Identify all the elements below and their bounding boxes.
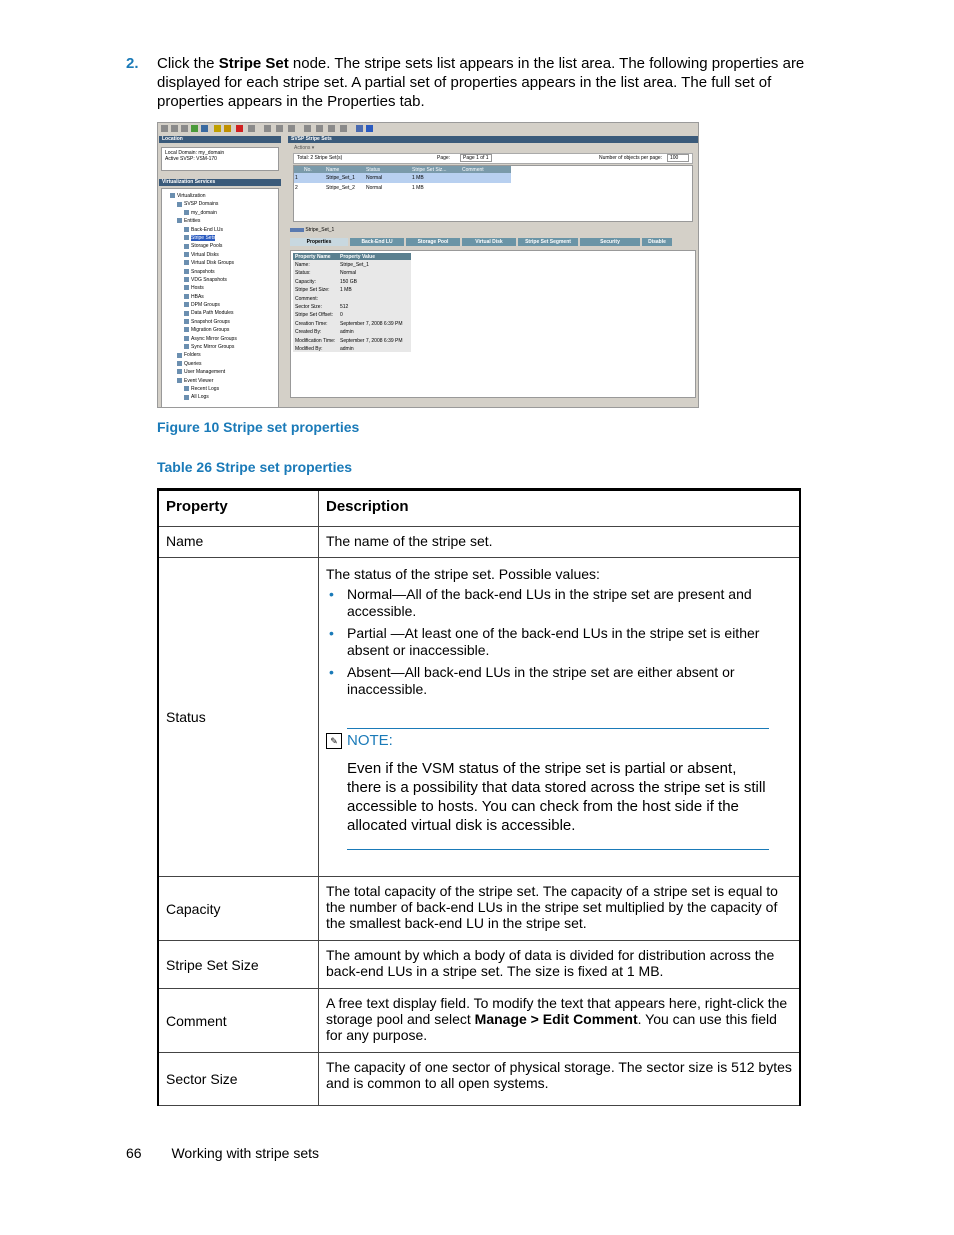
toolbar-icon — [340, 125, 347, 132]
table-row: Name The name of the stripe set. — [158, 527, 800, 558]
tree-item[interactable]: VDG Snapshots — [164, 276, 276, 284]
toolbar-icon — [328, 125, 335, 132]
column-header[interactable]: Status — [366, 167, 381, 173]
list-item: • Partial —At least one of the back-end LUs in the stripe set is either absent or inaccessible. — [329, 625, 760, 658]
toolbar-icon — [264, 125, 271, 132]
tree-item[interactable]: User Management — [164, 368, 276, 376]
toolbar-icon — [181, 125, 188, 132]
column-header[interactable]: Stripe Set Siz... — [412, 167, 447, 173]
toolbar-icon — [201, 125, 208, 132]
property-row: Created By: admin — [295, 329, 354, 336]
header-description: Description — [319, 490, 801, 527]
right-pane — [288, 136, 698, 406]
table-row: Sector Size The capacity of one sector of physical storage. The sector size is 512 bytes and is common to all open systems. — [158, 1053, 800, 1106]
tree-item[interactable]: Sync Mirror Groups — [164, 343, 276, 351]
tree-item[interactable]: Snapshot Groups — [164, 318, 276, 326]
location-box: Local Domain: my_domain Active SVSP: VSM-170 — [161, 147, 279, 171]
tree-item[interactable]: Recent Logs — [164, 385, 276, 393]
tree-node-icon — [184, 302, 189, 307]
stripe-set-properties-table — [157, 488, 801, 1106]
left-pane — [159, 136, 281, 406]
property-row: Name: Stripe_Set_1 — [295, 262, 369, 268]
location-header: Location — [159, 136, 281, 143]
tree-item[interactable]: Queries — [164, 360, 276, 368]
virt-services-header: Virtualization Services — [159, 179, 281, 186]
toolbar-icon — [171, 125, 178, 132]
tree-item[interactable]: DPM Groups — [164, 301, 276, 309]
step-text: Click the Stripe Set node. The stripe sets list appears in the list area. The following properties are displayed for each stripe set. A partial set of properties appears in the list area. The full set of properties appears in the Properties tab. — [157, 55, 805, 110]
stripe-set-screenshot — [157, 122, 699, 408]
list-toolbar: Total: 2 Stripe Set(s) Page: Page 1 of 1 Number of objects per page: 100 — [293, 153, 693, 164]
tree-node-icon — [177, 218, 182, 223]
property-row: Modification Time: September 7, 2008 6:39 PM — [295, 337, 403, 344]
tree-item[interactable]: Hosts — [164, 284, 276, 292]
tree-node-icon — [184, 319, 189, 324]
tree-item[interactable]: Data Path Modules — [164, 309, 276, 317]
tree-node-icon — [184, 336, 189, 341]
column-header[interactable]: No. — [304, 167, 312, 173]
step-number: 2. — [126, 55, 139, 72]
property-row: Stripe Set Size: 1 MB — [295, 287, 352, 294]
stripe-set-icon — [290, 228, 304, 232]
tree-node-icon — [184, 344, 189, 349]
tree-item[interactable]: Migration Groups — [164, 326, 276, 334]
tab-storage-pool[interactable]: Storage Pool — [406, 238, 460, 246]
delete-icon — [236, 125, 243, 132]
stripe-set-node-label: Stripe Set — [218, 55, 289, 72]
tree-item[interactable]: Snapshots — [164, 268, 276, 276]
tree-node-icon — [177, 202, 182, 207]
tree-node-icon — [184, 395, 189, 400]
tree-node-icon — [184, 277, 189, 282]
tree-node-icon — [184, 210, 189, 215]
tree-node-icon — [184, 244, 189, 249]
tree-item[interactable]: Storage Pools — [164, 242, 276, 250]
tree-node-icon — [184, 294, 189, 299]
status-values-list — [326, 586, 792, 698]
tree-node-icon — [184, 252, 189, 257]
tree-item[interactable]: SVSP Domains — [164, 200, 276, 208]
info-icon — [366, 125, 373, 132]
objects-per-page-select[interactable]: 100 — [667, 154, 689, 162]
page-number: 66 — [126, 1145, 142, 1161]
tree-node-icon — [184, 260, 189, 265]
list-item: • Normal—All of the back-end LUs in the stripe set are present and accessible. — [329, 586, 752, 619]
figure-caption: Figure 10 Stripe set properties — [157, 419, 360, 435]
tree-node-icon — [184, 269, 189, 274]
property-row: Stripe Set Offset: 0 — [295, 312, 343, 319]
tree-item[interactable]: Folders — [164, 351, 276, 359]
property-row: Sector Size: 512 — [295, 303, 349, 310]
tree-node-icon — [170, 193, 175, 198]
header-property: Property — [158, 490, 319, 527]
tab-security[interactable]: Security — [580, 238, 640, 246]
table-row[interactable]: 2 Stripe_Set_2 Normal 1 MB — [295, 185, 424, 191]
toolbar-icon — [304, 125, 311, 132]
property-row: Creation Time: September 7, 2008 6:39 PM — [295, 320, 403, 327]
tree-node-icon — [177, 369, 182, 374]
tree-node-icon — [184, 386, 189, 391]
table-header-row — [158, 490, 800, 527]
toolbar-icon — [161, 125, 168, 132]
tree-item[interactable]: Virtual Disks — [164, 251, 276, 259]
tab-stripe-set-segment[interactable]: Stripe Set Segment — [518, 238, 578, 246]
stripe-sets-list — [293, 165, 693, 222]
note-icon: ✎ — [326, 733, 342, 749]
tree-node-icon — [177, 378, 182, 383]
tree-item[interactable]: Back-End LUs — [164, 226, 276, 234]
page-footer — [126, 1145, 345, 1161]
tab-disable[interactable]: Disable — [642, 238, 672, 246]
toolbar-icon — [214, 125, 221, 132]
tree-node-icon — [177, 361, 182, 366]
actions-menu[interactable]: Actions ▾ — [294, 145, 315, 151]
properties-panel: Property Name Property Value Name: Stripe_Set_1 Status: Normal Capacity: 150 GB Stripe Set Size: 1 MB Comment: Sector Size: 512 Stripe Set Offset: 0 Creation Time: September 7, 2008 6:39 PM Created By: admin Modification Time: September 7, 2008 6:39 PM Modified By: admin — [290, 250, 696, 398]
table-row[interactable]: 1 Stripe_Set_1 Normal 1 MB — [294, 173, 511, 183]
toolbar-icon — [248, 125, 255, 132]
list-item: • Absent—All back-end LUs in the stripe set are either absent or inaccessible. — [329, 664, 735, 697]
toolbar-icon — [316, 125, 323, 132]
tree-item[interactable]: Entities — [164, 217, 276, 225]
toolbar-icon — [276, 125, 283, 132]
detail-title: Stripe_Set_1 — [288, 227, 698, 235]
note-box: ✎ NOTE: Even if the VSM status of the stripe set is partial or absent, there is a possibility that data stored across the stripe set is still accessible to hosts. You can check from the host side if the allocated virtual disk is accessible. — [326, 728, 772, 850]
toolbar-icon — [224, 125, 231, 132]
list-header: SVSP Stripe Sets — [288, 136, 698, 143]
tab-properties[interactable]: Properties — [290, 238, 348, 246]
toolbar-icon — [191, 125, 198, 132]
table-row: Status The status of the stripe set. Possible values: • Normal—All of the back-end LUs in the stripe set are present and accessible. • Partial —At least one of the back-end LUs in the stripe set is either absent or inaccessible. • Absent—All back-end LUs in the stripe set are either absent or inaccessible. ✎ NOTE: Even if the VSM status of the stripe set is partial or absent, there is a possibility that data stored across the stripe set is still accessible to hosts. You can check from the host side if the allocated virtual disk is accessible. — [158, 558, 800, 877]
tree-item[interactable]: Async Mirror Groups — [164, 335, 276, 343]
tree-node-icon — [177, 353, 182, 358]
property-row: Status: Normal — [295, 270, 357, 277]
table-row: Stripe Set Size The amount by which a body of data is divided for distribution across the back-end LUs in a stripe set. The size is fixed at 1 MB. — [158, 941, 800, 989]
tree-node-icon — [184, 327, 189, 332]
help-icon — [356, 125, 363, 132]
page-select[interactable]: Page 1 of 1 — [460, 154, 492, 162]
tree-item[interactable]: my_domain — [164, 209, 276, 217]
tab-back-end-lu[interactable]: Back-End LU — [350, 238, 404, 246]
property-row: Comment: — [295, 295, 319, 302]
tree-item[interactable]: All Logs — [164, 393, 276, 401]
tree-node-icon — [184, 285, 189, 290]
property-row: Modified By: admin — [295, 345, 354, 352]
tree-node-icon — [184, 311, 189, 316]
table-row: Capacity The total capacity of the stripe set. The capacity of a stripe set is equal to the number of back-end LUs in the stripe set multiplied by the capacity of the smallest back-end LU in the stripe set. — [158, 877, 800, 941]
table-row: Comment A free text display field. To modify the text that appears here, right-click the storage pool and select Manage > Edit Comment. You can use this field for any purpose. — [158, 989, 800, 1053]
toolbar-icon — [288, 125, 295, 132]
tree-item[interactable]: HBAs — [164, 293, 276, 301]
column-header[interactable]: Name — [326, 167, 340, 173]
tab-bar — [290, 238, 696, 247]
footer-section: Working with stripe sets — [171, 1145, 320, 1161]
tree-item[interactable]: Event Viewer — [164, 377, 276, 385]
property-row: Capacity: 150 GB — [295, 278, 357, 285]
tree-node-icon — [184, 227, 189, 232]
tree-item[interactable]: Virtualization — [164, 192, 276, 200]
nav-tree[interactable] — [161, 188, 279, 408]
toolbar — [158, 123, 698, 135]
tree-item[interactable]: Stripe Sets — [164, 234, 276, 242]
tree-item[interactable]: Virtual Disk Groups — [164, 259, 276, 267]
table-caption: Table 26 Stripe set properties — [157, 459, 353, 475]
tree-node-icon — [184, 235, 189, 240]
column-header[interactable]: Comment — [462, 167, 484, 173]
tab-virtual-disk[interactable]: Virtual Disk — [462, 238, 516, 246]
